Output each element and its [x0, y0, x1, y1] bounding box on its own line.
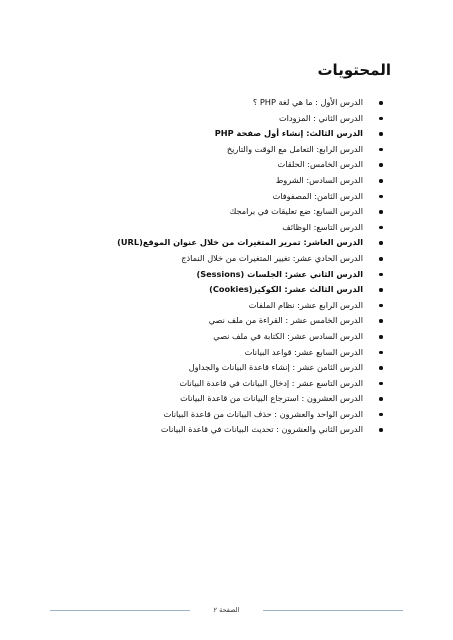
- toc-item: الدرس السادس: الشروط: [53, 173, 383, 189]
- toc-item: الدرس الثامن: المصفوفات: [53, 189, 383, 205]
- toc-item: الدرس الأول : ما هي لغة PHP ؟: [53, 95, 383, 111]
- toc-item: الدرس التاسع: الوظائف: [53, 220, 383, 236]
- toc-item: الدرس السادس عشر: الكتابة في ملف نصي: [53, 329, 383, 345]
- toc-item: الدرس الثاني : المزودات: [53, 111, 383, 127]
- bullet-icon: [379, 273, 383, 277]
- bullet-icon: [379, 210, 383, 214]
- bullet-icon: [379, 257, 383, 261]
- bullet-icon: [379, 351, 383, 355]
- toc-item: الدرس العاشر: تمرير المتغيرات من خلال عنوان الموقع(URL): [53, 235, 383, 251]
- toc-item: الدرس العشرون : استرجاع البيانات من قاعدة البيانات: [53, 391, 383, 407]
- toc-item: الدرس التاسع عشر : إدخال البيانات في قاعدة البيانات: [53, 376, 383, 392]
- bullet-icon: [379, 382, 383, 386]
- table-of-contents: [53, 95, 383, 438]
- toc-item: الدرس الثاني والعشرون : تحديث البيانات في قاعدة البيانات: [53, 422, 383, 438]
- bullet-icon: [379, 319, 383, 323]
- bullet-icon: [379, 195, 383, 199]
- toc-item: الدرس الخامس عشر : القراءة من ملف نصي: [53, 313, 383, 329]
- footer-divider-right: [263, 610, 403, 611]
- bullet-icon: [379, 366, 383, 370]
- bullet-icon: [379, 132, 383, 136]
- page-title: المحتويات: [317, 61, 391, 79]
- bullet-icon: [379, 163, 383, 167]
- toc-item: الدرس الرابع: التعامل مع الوقت والتاريخ: [53, 142, 383, 158]
- bullet-icon: [379, 428, 383, 432]
- bullet-icon: [379, 117, 383, 121]
- toc-item: الدرس الحادي عشر: تغيير المتغيرات من خلال النماذج: [53, 251, 383, 267]
- toc-item: الدرس الواحد والعشرون : حذف البيانات من قاعدة البيانات: [53, 407, 383, 423]
- bullet-icon: [379, 397, 383, 401]
- toc-item: الدرس السابع: ضع تعليقات في برامجك: [53, 204, 383, 220]
- toc-item: الدرس الخامس: الحلقات: [53, 157, 383, 173]
- page-number: الصفحة ٢: [213, 606, 240, 614]
- toc-item: الدرس الرابع عشر: نظام الملفات: [53, 298, 383, 314]
- bullet-icon: [379, 288, 383, 292]
- bullet-icon: [379, 335, 383, 339]
- toc-item: الدرس الثامن عشر : إنشاء قاعدة البيانات والجداول: [53, 360, 383, 376]
- toc-item: الدرس الثالث: إنشاء أول صفحة PHP: [53, 126, 383, 142]
- footer-divider-left: [50, 610, 190, 611]
- bullet-icon: [379, 241, 383, 245]
- page-footer: [50, 605, 403, 615]
- bullet-icon: [379, 148, 383, 152]
- bullet-icon: [379, 413, 383, 417]
- toc-item: الدرس الثالث عشر: الكوكيز(Cookies): [53, 282, 383, 298]
- bullet-icon: [379, 101, 383, 105]
- bullet-icon: [379, 226, 383, 230]
- toc-item: الدرس الثاني عشر: الجلسات (Sessions): [53, 267, 383, 283]
- bullet-icon: [379, 179, 383, 183]
- bullet-icon: [379, 304, 383, 308]
- toc-item: الدرس السابع عشر: قواعد البيانات: [53, 345, 383, 361]
